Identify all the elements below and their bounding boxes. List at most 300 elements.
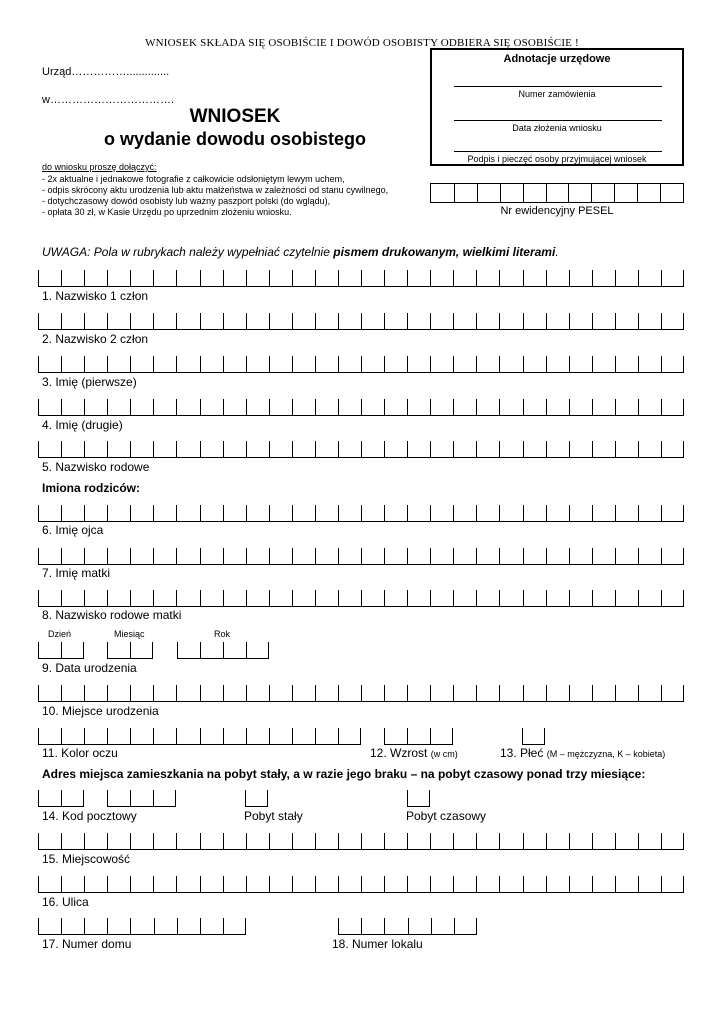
cell-divider bbox=[153, 313, 154, 329]
cell-divider bbox=[223, 399, 224, 415]
cell-divider bbox=[638, 876, 639, 892]
cell-divider bbox=[246, 548, 247, 564]
form-subtitle: o wydanie dowodu osobistego bbox=[103, 129, 366, 149]
cell-divider bbox=[130, 590, 131, 606]
cell-divider bbox=[315, 313, 316, 329]
submit-date-label: Data złożenia wniosku bbox=[512, 123, 602, 133]
cell-divider bbox=[499, 313, 500, 329]
cell-divider bbox=[153, 505, 154, 521]
cell-divider bbox=[452, 728, 453, 744]
cell-divider bbox=[269, 833, 270, 849]
cell-divider bbox=[153, 270, 154, 286]
cell-divider bbox=[223, 728, 224, 744]
cell-divider bbox=[430, 590, 431, 606]
cell-divider bbox=[84, 833, 85, 849]
temporary-stay-label: Pobyt czasowy bbox=[406, 809, 487, 823]
cell-divider bbox=[407, 548, 408, 564]
cell-divider bbox=[38, 790, 39, 806]
birth-place-label: 10. Miejsce urodzenia bbox=[42, 704, 159, 718]
cell-divider bbox=[661, 590, 662, 606]
surname-1-label: 1. Nazwisko 1 człon bbox=[42, 289, 149, 303]
apartment-number-input[interactable] bbox=[338, 915, 477, 935]
cell-divider bbox=[223, 642, 224, 658]
cell-divider bbox=[177, 642, 178, 658]
cell-divider bbox=[476, 505, 477, 521]
cell-divider bbox=[407, 356, 408, 372]
cell-divider bbox=[615, 876, 616, 892]
cell-divider bbox=[592, 685, 593, 701]
cell-divider bbox=[476, 313, 477, 329]
order-number-label: Numer zamówienia bbox=[518, 89, 596, 99]
postal-code-label: 14. Kod pocztowy bbox=[42, 809, 137, 823]
cell-divider bbox=[61, 918, 62, 934]
cell-divider bbox=[107, 356, 108, 372]
cell-divider bbox=[569, 356, 570, 372]
eye-color-input[interactable] bbox=[38, 725, 361, 745]
cell-divider bbox=[499, 356, 500, 372]
cell-divider bbox=[407, 399, 408, 415]
cell-divider bbox=[269, 399, 270, 415]
cell-divider bbox=[615, 505, 616, 521]
cell-divider bbox=[430, 313, 431, 329]
cell-divider bbox=[176, 833, 177, 849]
cell-divider bbox=[476, 270, 477, 286]
cell-divider bbox=[384, 548, 385, 564]
pesel-label: Nr ewidencyjny PESEL bbox=[500, 205, 614, 217]
cell-divider bbox=[61, 876, 62, 892]
cell-divider bbox=[499, 685, 500, 701]
birth-month-input[interactable] bbox=[107, 639, 153, 659]
cell-divider bbox=[153, 685, 154, 701]
cell-divider bbox=[638, 590, 639, 606]
cell-divider bbox=[245, 790, 246, 806]
cell-divider bbox=[361, 833, 362, 849]
cell-divider bbox=[200, 399, 201, 415]
cell-divider bbox=[246, 642, 247, 658]
pesel-cell-divider bbox=[454, 184, 455, 202]
cell-divider bbox=[176, 876, 177, 892]
cell-divider bbox=[84, 313, 85, 329]
cell-divider bbox=[38, 356, 39, 372]
cell-divider bbox=[153, 790, 154, 806]
cell-divider bbox=[130, 642, 131, 658]
sex-label-text: 13. Płeć bbox=[500, 746, 544, 760]
cell-divider bbox=[638, 313, 639, 329]
house-number-input[interactable] bbox=[38, 915, 246, 935]
permanent-stay-checkbox[interactable] bbox=[245, 787, 268, 807]
cell-divider bbox=[84, 876, 85, 892]
cell-divider bbox=[615, 590, 616, 606]
cell-divider bbox=[476, 399, 477, 415]
cell-divider bbox=[153, 876, 154, 892]
surname-2-input[interactable] bbox=[38, 310, 684, 330]
cell-divider bbox=[384, 505, 385, 521]
cell-divider bbox=[338, 918, 339, 934]
cell-divider bbox=[200, 685, 201, 701]
cell-divider bbox=[315, 876, 316, 892]
cell-divider bbox=[546, 270, 547, 286]
signature-line[interactable] bbox=[454, 151, 662, 152]
cell-divider bbox=[569, 833, 570, 849]
cell-divider bbox=[661, 270, 662, 286]
pesel-cell-divider bbox=[591, 184, 592, 202]
cell-divider bbox=[499, 505, 500, 521]
cell-divider bbox=[407, 441, 408, 457]
cell-divider bbox=[38, 313, 39, 329]
form-title: WNIOSEK bbox=[189, 106, 281, 127]
cell-divider bbox=[61, 548, 62, 564]
cell-divider bbox=[223, 685, 224, 701]
cell-divider bbox=[176, 313, 177, 329]
cell-divider bbox=[615, 548, 616, 564]
cell-divider bbox=[453, 441, 454, 457]
cell-divider bbox=[338, 441, 339, 457]
cell-divider bbox=[200, 728, 201, 744]
cell-divider bbox=[153, 399, 154, 415]
cell-divider bbox=[476, 441, 477, 457]
cell-divider bbox=[246, 313, 247, 329]
cell-divider bbox=[200, 313, 201, 329]
cell-divider bbox=[292, 399, 293, 415]
eye-color-label: 11. Kolor oczu bbox=[42, 746, 118, 760]
cell-divider bbox=[38, 590, 39, 606]
height-unit: (w cm) bbox=[430, 749, 458, 759]
cell-divider bbox=[107, 270, 108, 286]
cell-divider bbox=[83, 642, 84, 658]
cell-divider bbox=[338, 728, 339, 744]
cell-divider bbox=[661, 356, 662, 372]
cell-divider bbox=[84, 685, 85, 701]
year-label: Rok bbox=[214, 629, 231, 639]
cell-divider bbox=[315, 728, 316, 744]
cell-divider bbox=[269, 728, 270, 744]
cell-divider bbox=[246, 833, 247, 849]
temporary-stay-checkbox[interactable] bbox=[407, 787, 430, 807]
locality-input[interactable] bbox=[38, 830, 684, 850]
cell-divider bbox=[61, 313, 62, 329]
cell-divider bbox=[292, 833, 293, 849]
cell-divider bbox=[84, 728, 85, 744]
cell-divider bbox=[107, 918, 108, 934]
cell-divider bbox=[454, 918, 455, 934]
cell-divider bbox=[569, 590, 570, 606]
cell-divider bbox=[430, 356, 431, 372]
cell-divider bbox=[523, 313, 524, 329]
street-label: 16. Ulica bbox=[42, 895, 89, 909]
cell-divider bbox=[453, 399, 454, 415]
cell-divider bbox=[361, 918, 362, 934]
second-name-label: 4. Imię (drugie) bbox=[42, 418, 123, 432]
cell-divider bbox=[107, 590, 108, 606]
cell-divider bbox=[200, 833, 201, 849]
office-line: Urząd…………….............. bbox=[42, 66, 170, 78]
notice-instruction-end: . bbox=[555, 245, 559, 259]
cell-divider bbox=[269, 356, 270, 372]
cell-divider bbox=[269, 313, 270, 329]
cell-divider bbox=[130, 790, 131, 806]
cell-divider bbox=[615, 356, 616, 372]
surname-2-label: 2. Nazwisko 2 człon bbox=[42, 332, 149, 346]
birth-day-input[interactable] bbox=[38, 639, 84, 659]
pesel-cell-divider bbox=[614, 184, 615, 202]
family-name-input[interactable] bbox=[38, 438, 684, 458]
cell-divider bbox=[546, 685, 547, 701]
cell-divider bbox=[615, 313, 616, 329]
cell-divider bbox=[292, 313, 293, 329]
cell-divider bbox=[407, 833, 408, 849]
father-name-input[interactable] bbox=[38, 502, 684, 522]
cell-divider bbox=[523, 270, 524, 286]
cell-divider bbox=[523, 548, 524, 564]
cell-divider bbox=[683, 833, 684, 849]
cell-divider bbox=[384, 590, 385, 606]
cell-divider bbox=[38, 728, 39, 744]
cell-divider bbox=[246, 590, 247, 606]
cell-divider bbox=[361, 590, 362, 606]
cell-divider bbox=[83, 790, 84, 806]
cell-divider bbox=[245, 918, 246, 934]
cell-divider bbox=[200, 441, 201, 457]
cell-divider bbox=[269, 441, 270, 457]
cell-divider bbox=[569, 505, 570, 521]
cell-divider bbox=[61, 270, 62, 286]
cell-divider bbox=[499, 833, 500, 849]
month-label: Miesiąc bbox=[114, 629, 145, 639]
cell-divider bbox=[130, 313, 131, 329]
cell-divider bbox=[130, 728, 131, 744]
notice-instruction-emphasis: pismem drukowanym, wielkimi literami bbox=[333, 245, 556, 259]
cell-divider bbox=[569, 876, 570, 892]
cell-divider bbox=[223, 833, 224, 849]
cell-divider bbox=[523, 876, 524, 892]
cell-divider bbox=[292, 876, 293, 892]
cell-divider bbox=[107, 441, 108, 457]
cell-divider bbox=[61, 399, 62, 415]
cell-divider bbox=[61, 441, 62, 457]
postal-code-part2-input[interactable] bbox=[107, 787, 176, 807]
cell-divider bbox=[683, 356, 684, 372]
cell-divider bbox=[384, 399, 385, 415]
cell-divider bbox=[107, 728, 108, 744]
cell-divider bbox=[615, 441, 616, 457]
cell-divider bbox=[430, 685, 431, 701]
cell-divider bbox=[130, 918, 131, 934]
cell-divider bbox=[523, 356, 524, 372]
cell-divider bbox=[408, 918, 409, 934]
cell-divider bbox=[292, 270, 293, 286]
cell-divider bbox=[338, 270, 339, 286]
cell-divider bbox=[38, 505, 39, 521]
cell-divider bbox=[361, 356, 362, 372]
cell-divider bbox=[592, 505, 593, 521]
cell-divider bbox=[107, 685, 108, 701]
cell-divider bbox=[246, 685, 247, 701]
cell-divider bbox=[223, 270, 224, 286]
parents-header: Imiona rodziców: bbox=[42, 481, 141, 495]
cell-divider bbox=[453, 270, 454, 286]
cell-divider bbox=[130, 270, 131, 286]
cell-divider bbox=[384, 270, 385, 286]
cell-divider bbox=[546, 590, 547, 606]
cell-divider bbox=[546, 399, 547, 415]
cell-divider bbox=[269, 548, 270, 564]
mother-name-label: 7. Imię matki bbox=[42, 566, 111, 580]
cell-divider bbox=[200, 270, 201, 286]
cell-divider bbox=[107, 790, 108, 806]
pesel-cell-divider bbox=[500, 184, 501, 202]
cell-divider bbox=[638, 399, 639, 415]
cell-divider bbox=[338, 313, 339, 329]
cell-divider bbox=[499, 876, 500, 892]
cell-divider bbox=[523, 505, 524, 521]
cell-divider bbox=[61, 356, 62, 372]
family-name-label: 5. Nazwisko rodowe bbox=[42, 460, 150, 474]
cell-divider bbox=[246, 356, 247, 372]
postal-code-part1-input[interactable] bbox=[38, 787, 84, 807]
cell-divider bbox=[683, 590, 684, 606]
birth-year-input[interactable] bbox=[177, 639, 269, 659]
cell-divider bbox=[638, 685, 639, 701]
cell-divider bbox=[523, 833, 524, 849]
mother-name-input[interactable] bbox=[38, 545, 684, 565]
place-line: w……………………………. bbox=[42, 94, 174, 106]
cell-divider bbox=[407, 685, 408, 701]
cell-divider bbox=[546, 505, 547, 521]
birth-place-input[interactable] bbox=[38, 682, 684, 702]
height-label bbox=[370, 746, 458, 760]
cell-divider bbox=[361, 270, 362, 286]
cell-divider bbox=[661, 399, 662, 415]
attachment-item: - opłata 30 zł, w Kasie Urzędu po uprzednim złożeniu wniosku. bbox=[42, 207, 292, 217]
cell-divider bbox=[107, 833, 108, 849]
cell-divider bbox=[338, 505, 339, 521]
cell-divider bbox=[292, 356, 293, 372]
cell-divider bbox=[267, 790, 268, 806]
cell-divider bbox=[269, 590, 270, 606]
cell-divider bbox=[523, 590, 524, 606]
cell-divider bbox=[430, 833, 431, 849]
height-input[interactable] bbox=[384, 725, 453, 745]
pesel-input[interactable] bbox=[430, 183, 684, 203]
cell-divider bbox=[361, 441, 362, 457]
sex-input[interactable] bbox=[522, 725, 545, 745]
cell-divider bbox=[592, 441, 593, 457]
cell-divider bbox=[84, 918, 85, 934]
cell-divider bbox=[453, 685, 454, 701]
cell-divider bbox=[246, 399, 247, 415]
cell-divider bbox=[176, 356, 177, 372]
cell-divider bbox=[476, 876, 477, 892]
cell-divider bbox=[430, 548, 431, 564]
cell-divider bbox=[683, 685, 684, 701]
cell-divider bbox=[499, 270, 500, 286]
cell-divider bbox=[153, 356, 154, 372]
cell-divider bbox=[246, 876, 247, 892]
cell-divider bbox=[107, 399, 108, 415]
cell-divider bbox=[430, 270, 431, 286]
cell-divider bbox=[523, 399, 524, 415]
surname-1-input[interactable] bbox=[38, 267, 684, 287]
cell-divider bbox=[407, 313, 408, 329]
cell-divider bbox=[661, 876, 662, 892]
cell-divider bbox=[200, 876, 201, 892]
order-number-line[interactable] bbox=[454, 86, 662, 87]
cell-divider bbox=[638, 270, 639, 286]
cell-divider bbox=[499, 548, 500, 564]
cell-divider bbox=[292, 548, 293, 564]
second-name-input[interactable] bbox=[38, 396, 684, 416]
cell-divider bbox=[61, 590, 62, 606]
cell-divider bbox=[38, 876, 39, 892]
cell-divider bbox=[384, 685, 385, 701]
cell-divider bbox=[569, 685, 570, 701]
first-name-input[interactable] bbox=[38, 353, 684, 373]
pesel-cell-divider bbox=[546, 184, 547, 202]
cell-divider bbox=[430, 441, 431, 457]
cell-divider bbox=[407, 790, 408, 806]
cell-divider bbox=[407, 876, 408, 892]
cell-divider bbox=[153, 590, 154, 606]
cell-divider bbox=[107, 548, 108, 564]
locality-label: 15. Miejscowość bbox=[42, 852, 131, 866]
cell-divider bbox=[499, 441, 500, 457]
cell-divider bbox=[223, 918, 224, 934]
mother-family-name-input[interactable] bbox=[38, 587, 684, 607]
cell-divider bbox=[430, 728, 431, 744]
cell-divider bbox=[384, 313, 385, 329]
cell-divider bbox=[361, 876, 362, 892]
cell-divider bbox=[200, 918, 201, 934]
cell-divider bbox=[683, 876, 684, 892]
cell-divider bbox=[176, 399, 177, 415]
cell-divider bbox=[84, 505, 85, 521]
cell-divider bbox=[453, 505, 454, 521]
cell-divider bbox=[61, 505, 62, 521]
cell-divider bbox=[638, 356, 639, 372]
cell-divider bbox=[523, 685, 524, 701]
sex-label bbox=[500, 746, 665, 760]
cell-divider bbox=[476, 918, 477, 934]
cell-divider bbox=[84, 356, 85, 372]
cell-divider bbox=[683, 505, 684, 521]
cell-divider bbox=[130, 399, 131, 415]
cell-divider bbox=[384, 441, 385, 457]
street-input[interactable] bbox=[38, 873, 684, 893]
cell-divider bbox=[338, 833, 339, 849]
cell-divider bbox=[361, 548, 362, 564]
submit-date-line[interactable] bbox=[454, 120, 662, 121]
cell-divider bbox=[269, 876, 270, 892]
cell-divider bbox=[615, 833, 616, 849]
cell-divider bbox=[430, 505, 431, 521]
cell-divider bbox=[61, 790, 62, 806]
cell-divider bbox=[569, 548, 570, 564]
cell-divider bbox=[84, 441, 85, 457]
cell-divider bbox=[338, 590, 339, 606]
cell-divider bbox=[223, 876, 224, 892]
pesel-cell-divider bbox=[660, 184, 661, 202]
cell-divider bbox=[246, 441, 247, 457]
cell-divider bbox=[200, 505, 201, 521]
cell-divider bbox=[592, 590, 593, 606]
cell-divider bbox=[315, 590, 316, 606]
cell-divider bbox=[246, 505, 247, 521]
cell-divider bbox=[546, 441, 547, 457]
cell-divider bbox=[177, 918, 178, 934]
cell-divider bbox=[569, 270, 570, 286]
cell-divider bbox=[661, 548, 662, 564]
cell-divider bbox=[246, 270, 247, 286]
